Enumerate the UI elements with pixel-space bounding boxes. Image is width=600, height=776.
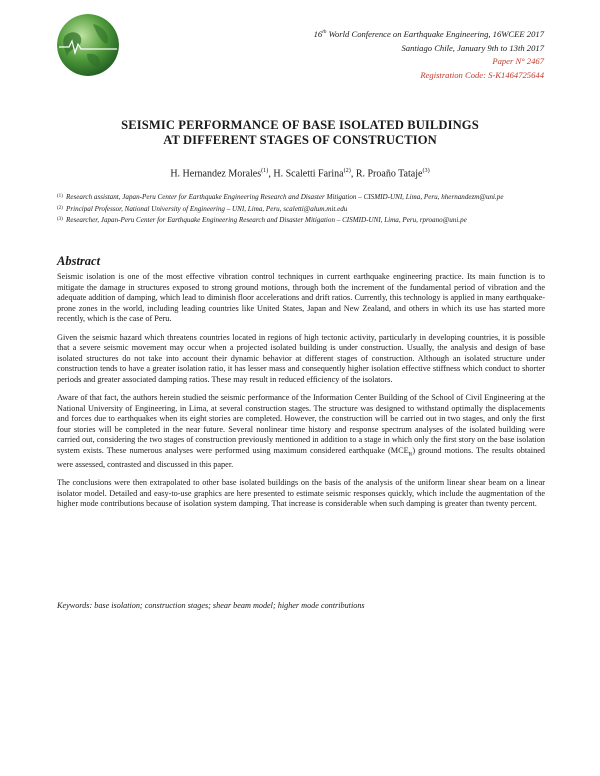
abstract-paragraph-3: Aware of that fact, the authors herein studied the seismic performance of the Information Center Building of the School of Civil Engineering at the National University of Engineering, in Lima, at several construction stages. The structure was designed to withstand optimally the displacements and forces due to earthquakes when its eight stories are completed. However, the construction will be carried out in two stages, and only the first four stories will be completed in the near future. Several nonlinear time history and response spectrum analyses of the isolated building were carried out, considering the two stages of construction previously mentioned in addition to a stage in which only the first story on the base isolation system exists. These numerous analyses were performed using maximum considered earthquake $(MCE_R)$ ground motions. The results obtained were assessed, contrasted and discussed in this paper. [57,393,545,469]
paper-number: Paper N° 2467 [492,56,544,67]
affiliation-2: (2) Principal Professor, National University of Engineering – UNI, Lima, Peru, scaletti@alum.mit.edu [57,204,348,213]
title-line-2: AT DIFFERENT STAGES OF CONSTRUCTION [163,133,437,148]
author-2-mark: (2) [343,167,351,174]
author-list: H. Hernandez Morales$^{(1)}$, H. Scaletti Farina$^{(2)}$, R. Proaño Tataje$^{(3)}$ [170,167,430,180]
abstract-heading: Abstract [57,254,101,268]
affiliation-3: (3) Researcher, Japan-Peru Center for Earthquake Engineering Research and Disaster Mitigation – CISMID-UNI, Lima, Peru, rproano@uni.pe [57,216,467,225]
author-1-mark: (1) [261,167,269,174]
author-2: H. Scaletti Farina [273,168,344,180]
author-1: H. Hernandez Morales [170,168,262,180]
abstract-paragraph-1: Seismic isolation is one of the most effective vibration control techniques in current earthquake engineering practice. Its main function is to mitigate the damage in structures exposed to strong ground motions, through both the increment of the fundamental period of vibration and the adequate addition of damping, which lead to diminish floor accelerations and drift ratios. Currently, this technology is applied in many earthquake-prone zones in the world, including leading countries like United States, Japan and New Zealand, and others in which its use has started more recently, which is the case of Peru. [57,272,545,323]
registration-code: Registration Code: S-K1464725644 [420,69,544,80]
abstract-paragraph-4: The conclusions were then extrapolated to other base isolated buildings on the basis of the analysis of the uniform linear shear beam on a linear isolator model. Detailed and easy-to-use graphics are here presented to estimate seismic responses quickly, which include the augmentation of the higher mode contributions because of isolation system damping. That increase is considerable when such damping is greater than twenty percent. [57,478,545,509]
title-line-1: SEISMIC PERFORMANCE OF BASE ISOLATED BUILDINGS [121,118,479,132]
abstract-body [57,272,545,518]
conference-logo [57,14,119,76]
affiliations [57,193,545,228]
conference-name: 16th World Conference on Earthquake Engineering, 16WCEE 2017 [313,29,544,39]
conference-location: Santiago Chile, January 9th to 13th 2017 [401,42,544,53]
affiliation-1: (1) Research assistant, Japan-Peru Center for Earthquake Engineering Research and Disaster Mitigation – CISMID-UNI, Lima, Peru, hhernandezm@uni.pe [57,193,504,201]
globe-logo-icon [57,14,119,76]
conference-header [314,28,544,82]
keywords: Keywords: base isolation; construction stages; shear beam model; higher mode contributions [57,601,365,610]
paper-title [0,118,600,149]
author-3: R. Proaño Tataje [355,168,423,180]
abstract-paragraph-2: Given the seismic hazard which threatens countries located in regions of high tectonic activity, particularly in developing countries, it is possible that a severe seismic movement may occur when a projected isolated building is under construction. Usually, the analysis and design of base isolated structures do not take into account their dynamic behavior at different stages of construction. Although an isolated structure under construction tends to have a greater isolation ratio, it has lesser mass and consequently higher isolation effective stiffness which conduct to shorter periods and greater associated damping ratios. These may result in reduced efficiency of the isolators. [57,332,545,384]
author-3-mark: (3) [422,167,430,174]
